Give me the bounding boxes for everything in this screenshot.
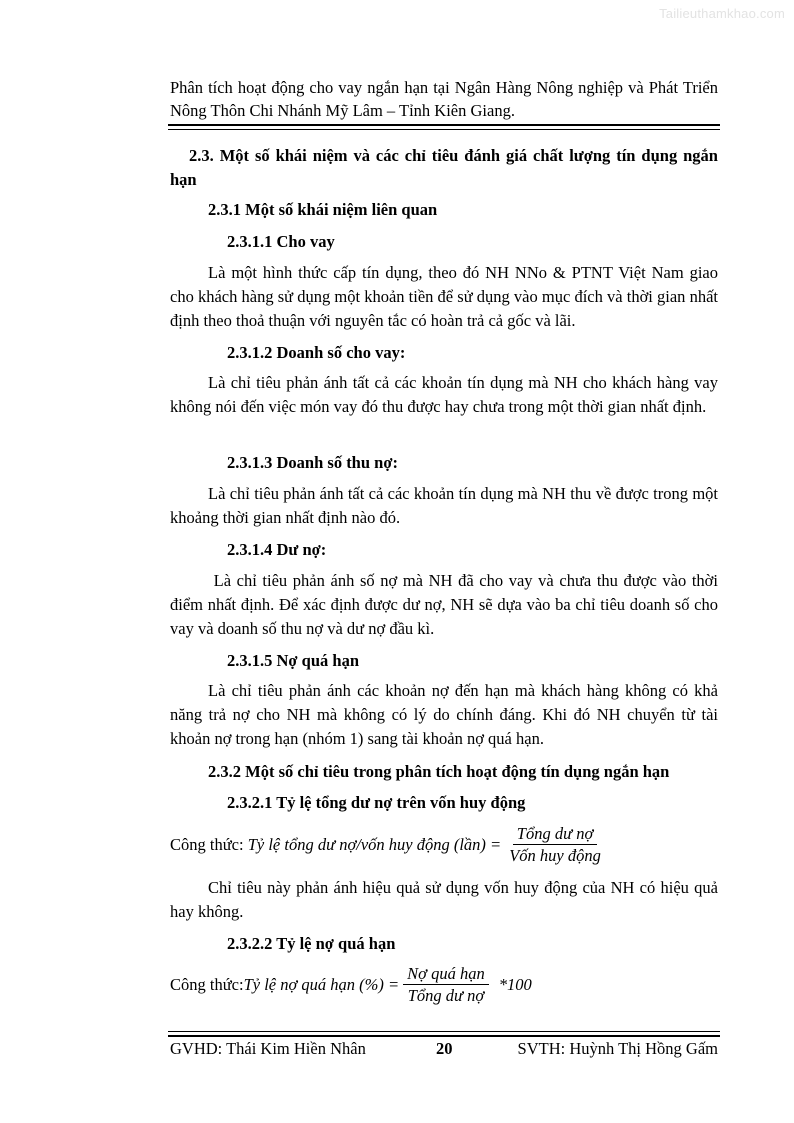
formula-prefix: Công thức: — [170, 974, 244, 994]
formula-lhs: Tỷ lệ nợ quá hạn (%) = — [243, 974, 400, 994]
formula-lhs: Tỷ lệ tổng dư nợ/vốn huy động (lần) = — [247, 834, 502, 854]
watermark: Tailieuthamkhao.com — [659, 6, 785, 21]
paragraph-chi-tieu-hieu-qua: Chỉ tiêu này phản ánh hiệu quả sử dụng vốn huy động của NH có hiệu quả hay không. — [170, 878, 718, 921]
footer-rule-thick — [168, 1035, 720, 1037]
footer-supervisor: GVHD: Thái Kim Hiền Nhân — [170, 1039, 366, 1058]
paragraph-no-qua-han: Là chỉ tiêu phản ánh các khoản nợ đến hạn mà khách hàng không có khả năng trả nợ cho NH mà không có lý do chính đáng. Khi đó NH chuyển từ tài khoản nợ trong hạn (nhóm 1) sang tài khoản nợ quá hạn. — [170, 681, 718, 748]
formula-ty-le-no-qua-han — [170, 964, 532, 1005]
page-number: 20 — [436, 1039, 453, 1058]
heading-2-3-1-4: 2.3.1.4 Dư nợ: — [227, 540, 327, 559]
fraction-numerator: Nợ quá hạn — [403, 964, 489, 985]
paragraph-doanh-so-thu-no: Là chỉ tiêu phản ánh tất cả các khoản tín dụng mà NH thu về được trong một khoảng thời gian nhất định nào đó. — [170, 484, 718, 527]
fraction — [403, 964, 489, 1005]
running-header: Phân tích hoạt động cho vay ngắn hạn tại Ngân Hàng Nông nghiệp và Phát Triển Nông Thôn Chi Nhánh Mỹ Lâm – Tỉnh Kiên Giang. — [170, 78, 718, 120]
header-rule-thin — [168, 129, 720, 130]
section-heading: 2.3. Một số khái niệm và các chỉ tiêu đánh giá chất lượng tín dụng ngắn hạn — [170, 146, 718, 189]
paragraph-doanh-so-cho-vay: Là chỉ tiêu phản ánh tất cả các khoản tín dụng mà NH cho khách hàng vay không nói đến việc món vay đó thu được hay chưa trong một thời gian nhất định. — [170, 373, 718, 416]
header-rule-thick — [168, 124, 720, 126]
heading-2-3-1-1: 2.3.1.1 Cho vay — [227, 232, 335, 251]
formula-multiplier: *100 — [498, 974, 532, 994]
formula-prefix: Công thức: — [170, 834, 248, 854]
paragraph-du-no: Là chỉ tiêu phản ánh số nợ mà NH đã cho vay và chưa thu được vào thời điểm nhất định. Để xác định được dư nợ, NH sẽ dựa vào ba chỉ tiêu doanh số cho vay và doanh số thu nợ và dư nợ đầu kì. — [170, 571, 723, 638]
fraction — [505, 824, 605, 865]
fraction-numerator: Tổng dư nợ — [513, 824, 597, 845]
heading-2-3-1-2: 2.3.1.2 Doanh số cho vay: — [227, 343, 406, 362]
subsection-heading-2-3-1: 2.3.1 Một số khái niệm liên quan — [208, 200, 438, 219]
footer-rule-thin — [168, 1031, 720, 1032]
footer-student: SVTH: Huỳnh Thị Hồng Gấm — [517, 1039, 718, 1058]
fraction-denominator: Vốn huy động — [509, 846, 601, 865]
heading-2-3-1-3: 2.3.1.3 Doanh số thu nợ: — [227, 453, 398, 472]
paragraph-cho-vay: Là một hình thức cấp tín dụng, theo đó NH NNo & PTNT Việt Nam giao cho khách hàng sử dụng một khoản tiền để sử dụng vào mục đích và thời gian nhất định theo thoả thuận với nguyên tắc có hoàn trả cả gốc và lãi. — [170, 263, 718, 330]
heading-2-3-2-2: 2.3.2.2 Tỷ lệ nợ quá hạn — [227, 934, 396, 953]
fraction-denominator: Tổng dư nợ — [407, 986, 485, 1005]
heading-2-3-1-5: 2.3.1.5 Nợ quá hạn — [227, 651, 360, 670]
formula-ty-le-du-no-von-huy-dong — [170, 824, 609, 865]
subsection-heading-2-3-2: 2.3.2 Một số chỉ tiêu trong phân tích hoạt động tín dụng ngắn hạn — [208, 762, 670, 781]
heading-2-3-2-1: 2.3.2.1 Tỷ lệ tổng dư nợ trên vốn huy động — [227, 793, 526, 812]
